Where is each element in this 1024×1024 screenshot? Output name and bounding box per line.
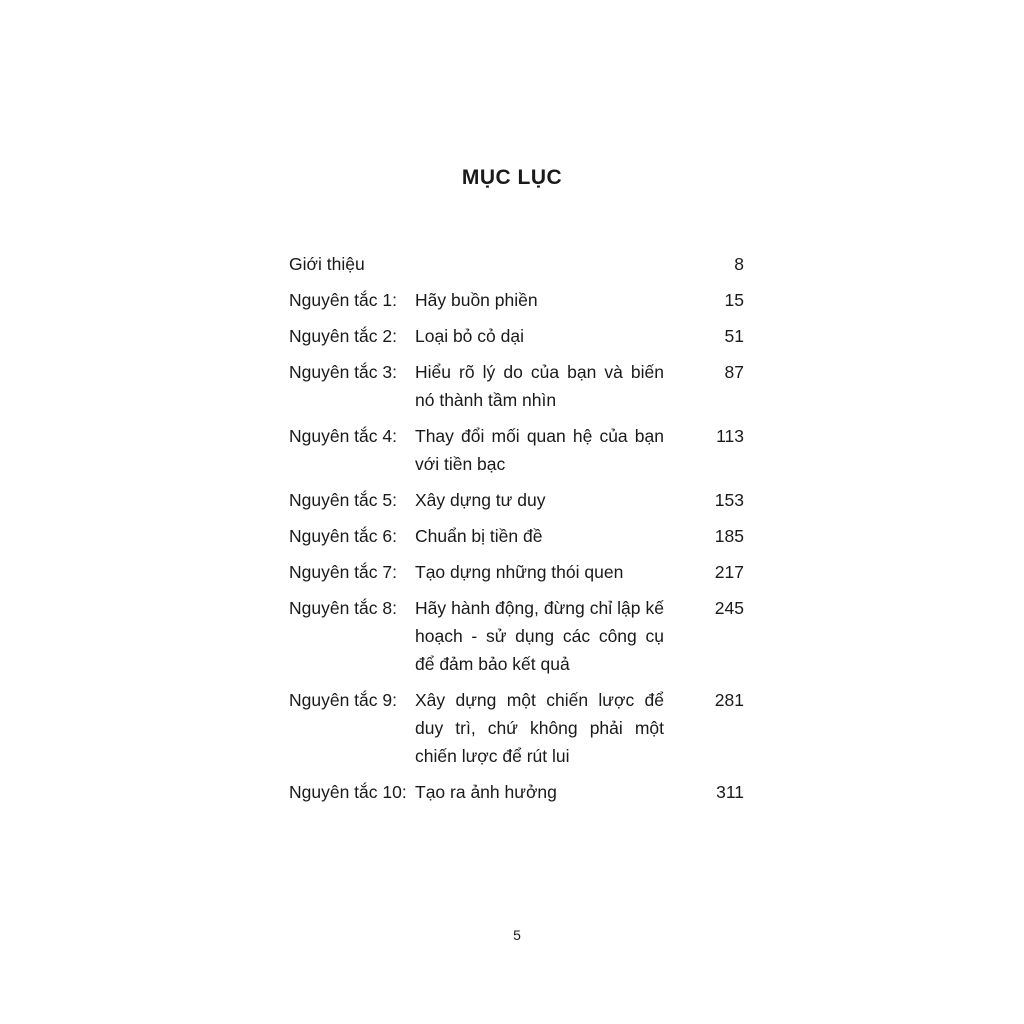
toc-entry-page: 185 [714, 526, 744, 546]
toc-entry [289, 422, 744, 478]
toc-entry-page: 311 [716, 782, 744, 802]
toc-entry-page: 281 [714, 690, 744, 710]
toc-entry-intro [289, 250, 744, 278]
toc-entry-page: 217 [714, 562, 744, 582]
toc-entry-name: Loại bỏ cỏ dại [415, 326, 524, 346]
table-of-contents [289, 250, 744, 814]
toc-entry-name: Giới thiệu [289, 254, 365, 274]
toc-entry-page: 113 [716, 426, 744, 446]
toc-entry-name: Xây dựng một chiến lược để duy trì, chứ không phải một chiến lược để rút lui [415, 690, 664, 766]
toc-entry [289, 486, 744, 514]
toc-entry-page: 15 [724, 290, 744, 310]
toc-entry-page: 8 [734, 254, 744, 274]
toc-entry-name: Tạo dựng những thói quen [415, 562, 624, 582]
toc-entry [289, 594, 744, 678]
toc-entry-name: Hãy hành động, đừng chỉ lập kế hoạch - sử dụng các công cụ để đảm bảo kết quả [415, 598, 664, 674]
toc-entry-label: Nguyên tắc 4: [289, 426, 397, 446]
toc-entry [289, 522, 744, 550]
toc-entry-name: Chuẩn bị tiền đề [415, 526, 543, 546]
toc-entry [289, 558, 744, 586]
toc-entry-label: Nguyên tắc 2: [289, 326, 397, 346]
toc-entry-name: Hãy buồn phiền [415, 290, 538, 310]
toc-entry-label: Nguyên tắc 7: [289, 562, 397, 582]
toc-entry-label: Nguyên tắc 9: [289, 690, 397, 710]
toc-entry-name: Tạo ra ảnh hưởng [415, 782, 557, 802]
toc-entry-page: 153 [714, 490, 744, 510]
toc-entry-label: Nguyên tắc 8: [289, 598, 397, 618]
page-title: MỤC LỤC [461, 166, 563, 189]
toc-entry-page: 87 [724, 362, 744, 382]
toc-entry-label: Nguyên tắc 3: [289, 362, 397, 382]
toc-entry-name: Hiểu rõ lý do của bạn và biến nó thành tầm nhìn [415, 362, 664, 410]
toc-entry-label: Nguyên tắc 5: [289, 490, 397, 510]
toc-entry-page: 51 [724, 326, 744, 346]
toc-entry-label: Nguyên tắc 1: [289, 290, 397, 310]
toc-entry-label: Nguyên tắc 10: [289, 782, 407, 802]
toc-entry-name: Thay đổi mối quan hệ của bạn với tiền bạc [415, 426, 664, 474]
page-number: 5 [513, 927, 521, 943]
toc-entry-name: Xây dựng tư duy [415, 490, 546, 510]
toc-entry-label: Nguyên tắc 6: [289, 526, 397, 546]
toc-entry [289, 358, 744, 414]
toc-entry [289, 778, 744, 806]
toc-entry [289, 686, 744, 770]
toc-entry [289, 286, 744, 314]
toc-entry-page: 245 [714, 598, 744, 618]
toc-entry [289, 322, 744, 350]
